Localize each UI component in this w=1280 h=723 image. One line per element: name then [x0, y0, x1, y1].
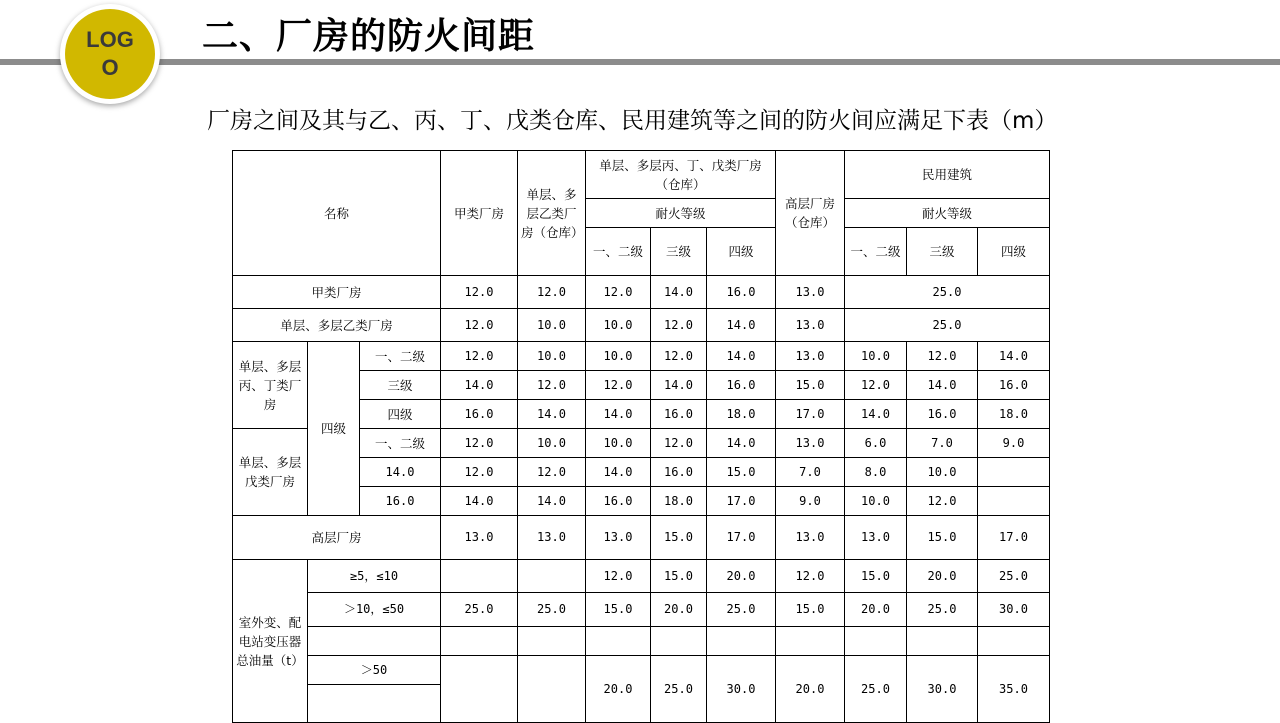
table-row [233, 560, 1050, 593]
row-label: 三级 [360, 371, 441, 400]
table-cell: 17.0 [707, 516, 776, 560]
table-cell: 6.0 [845, 429, 907, 458]
table-cell: 12.0 [441, 276, 518, 309]
table-cell: 17.0 [776, 400, 845, 429]
table-cell [707, 627, 776, 656]
row-label: 14.0 [360, 458, 441, 487]
header-bingding: 单层、多层丙、丁、戊类厂房（仓库） [586, 151, 776, 199]
table-cell: 14.0 [845, 400, 907, 429]
table-cell: 12.0 [651, 429, 707, 458]
transformer-label: 室外变、配电站变压器 [238, 614, 302, 649]
header-civil-grade-3: 三级 [907, 228, 978, 276]
table-cell: 9.0 [776, 487, 845, 516]
row-label: ≥5，≤10 [308, 560, 441, 593]
table-cell: 10.0 [586, 429, 651, 458]
group-label: 单层、多层戊类厂房 [233, 429, 308, 516]
table-cell: 14.0 [586, 400, 651, 429]
table-cell: 20.0 [651, 593, 707, 627]
table-cell [308, 685, 441, 723]
table-cell: 8.0 [845, 458, 907, 487]
row-label: 高层厂房 [233, 516, 441, 560]
table-cell: 10.0 [518, 309, 586, 342]
table-cell: 12.0 [441, 458, 518, 487]
row-label: 一、二级 [360, 429, 441, 458]
table-cell: 30.0 [978, 593, 1050, 627]
row-label: 四级 [360, 400, 441, 429]
table-cell: 25.0 [978, 560, 1050, 593]
title-divider-bar [0, 59, 1280, 65]
table-cell: 15.0 [651, 560, 707, 593]
transformer-sublabel: 总油量（t） [236, 652, 304, 668]
table-cell: 15.0 [776, 371, 845, 400]
table-cell: 25.0 [441, 593, 518, 627]
header-grade-3: 三级 [651, 228, 707, 276]
header-civil-grade-12: 一、二级 [845, 228, 907, 276]
logo-badge [60, 4, 160, 104]
table-cell: 14.0 [978, 342, 1050, 371]
table-cell: 16.0 [651, 400, 707, 429]
table-cell [651, 627, 707, 656]
header-civil-fire-rating: 耐火等级 [845, 199, 1050, 228]
table-cell: 14.0 [707, 342, 776, 371]
table-cell: 12.0 [651, 309, 707, 342]
table-row [233, 309, 1050, 342]
logo-circle [65, 9, 155, 99]
table-cell: 25.0 [845, 309, 1050, 342]
table-row [233, 342, 1050, 371]
table-cell: 10.0 [518, 342, 586, 371]
table-cell: 9.0 [978, 429, 1050, 458]
table-cell: 12.0 [845, 371, 907, 400]
table-cell: 13.0 [441, 516, 518, 560]
table-cell: 13.0 [518, 516, 586, 560]
group-label-transformer [233, 560, 308, 723]
row-label: 16.0 [360, 487, 441, 516]
table-cell: 7.0 [907, 429, 978, 458]
table-cell: 12.0 [441, 309, 518, 342]
table-cell: 17.0 [707, 487, 776, 516]
table-cell: 25.0 [845, 656, 907, 723]
table-cell: 20.0 [907, 560, 978, 593]
table-cell: 25.0 [651, 656, 707, 723]
table-cell: 12.0 [586, 276, 651, 309]
row-label: 甲类厂房 [233, 276, 441, 309]
table-cell: 12.0 [651, 342, 707, 371]
table-cell: 10.0 [586, 309, 651, 342]
header-high: 高层厂房（仓库） [776, 151, 845, 276]
table-cell: 16.0 [707, 276, 776, 309]
group-label: 单层、多层丙、丁类厂房 [233, 342, 308, 429]
row-label: ＞50 [308, 656, 441, 685]
table-cell: 16.0 [651, 458, 707, 487]
table-cell: 12.0 [586, 560, 651, 593]
table-row [233, 516, 1050, 560]
table-cell: 30.0 [707, 656, 776, 723]
table-cell: 16.0 [978, 371, 1050, 400]
table-cell: 17.0 [978, 516, 1050, 560]
table-cell: 12.0 [441, 342, 518, 371]
table-cell: 25.0 [518, 593, 586, 627]
row-label: ＞10，≤50 [308, 593, 441, 627]
table-cell [845, 627, 907, 656]
table-cell: 14.0 [707, 309, 776, 342]
table-cell [978, 487, 1050, 516]
page-title: 二、厂房的防火间距 [202, 16, 536, 57]
table-cell: 13.0 [776, 429, 845, 458]
table-cell: 12.0 [518, 458, 586, 487]
table-cell: 14.0 [651, 371, 707, 400]
table-cell: 14.0 [586, 458, 651, 487]
table-cell: 10.0 [845, 342, 907, 371]
table-cell [441, 627, 518, 656]
table-cell: 16.0 [441, 400, 518, 429]
table-cell: 20.0 [776, 656, 845, 723]
table-cell: 12.0 [441, 429, 518, 458]
table-cell: 10.0 [907, 458, 978, 487]
fire-separation-table [232, 150, 1050, 723]
table-cell [441, 560, 518, 593]
table-cell: 15.0 [586, 593, 651, 627]
table-cell: 25.0 [907, 593, 978, 627]
header-yi: 单层、多层乙类厂房（仓库） [518, 151, 586, 276]
table-caption: 厂房之间及其与乙、丙、丁、戊类仓库、民用建筑等之间的防火间应满足下表（m） [207, 108, 1058, 134]
table-cell: 13.0 [776, 342, 845, 371]
table-cell [978, 627, 1050, 656]
table-row [233, 627, 1050, 656]
table-cell: 18.0 [651, 487, 707, 516]
header-grade-12: 一、二级 [586, 228, 651, 276]
table-cell: 25.0 [707, 593, 776, 627]
table-cell: 20.0 [586, 656, 651, 723]
table-cell: 14.0 [651, 276, 707, 309]
table-cell: 30.0 [907, 656, 978, 723]
header-name: 名称 [233, 151, 441, 276]
table-cell: 18.0 [978, 400, 1050, 429]
table-row [233, 593, 1050, 627]
table-cell: 12.0 [776, 560, 845, 593]
table-cell [978, 458, 1050, 487]
table-cell: 15.0 [651, 516, 707, 560]
table-cell [518, 627, 586, 656]
header-grade-4: 四级 [707, 228, 776, 276]
table-cell: 7.0 [776, 458, 845, 487]
table-cell: 14.0 [518, 487, 586, 516]
table-cell: 15.0 [845, 560, 907, 593]
header-fire-rating: 耐火等级 [586, 199, 776, 228]
table-cell [586, 627, 651, 656]
table-cell: 20.0 [845, 593, 907, 627]
table-cell: 12.0 [907, 342, 978, 371]
table-cell: 15.0 [907, 516, 978, 560]
table-cell: 14.0 [441, 371, 518, 400]
table-cell: 13.0 [586, 516, 651, 560]
header-civil-grade-4: 四级 [978, 228, 1050, 276]
header-civil: 民用建筑 [845, 151, 1050, 199]
table-cell: 15.0 [776, 593, 845, 627]
header-jia: 甲类厂房 [441, 151, 518, 276]
table-cell: 12.0 [518, 371, 586, 400]
table-cell: 12.0 [586, 371, 651, 400]
mid-label: 四级 [308, 342, 360, 516]
table-cell: 25.0 [845, 276, 1050, 309]
table-cell: 16.0 [907, 400, 978, 429]
table-cell: 14.0 [441, 487, 518, 516]
table-cell: 13.0 [776, 309, 845, 342]
logo-text: LOGO [86, 27, 134, 80]
table-cell: 12.0 [518, 276, 586, 309]
table-cell: 10.0 [586, 342, 651, 371]
table-cell: 18.0 [707, 400, 776, 429]
table-cell: 35.0 [978, 656, 1050, 723]
table-cell [518, 656, 586, 723]
table-cell: 10.0 [518, 429, 586, 458]
table-cell: 14.0 [518, 400, 586, 429]
table-cell [518, 560, 586, 593]
table-cell [907, 627, 978, 656]
table-cell: 20.0 [707, 560, 776, 593]
row-label: 一、二级 [360, 342, 441, 371]
table-cell: 12.0 [907, 487, 978, 516]
table-cell: 16.0 [586, 487, 651, 516]
header-row-1 [233, 151, 1050, 199]
table-cell: 16.0 [707, 371, 776, 400]
table-cell: 14.0 [907, 371, 978, 400]
table-cell: 13.0 [776, 516, 845, 560]
table-cell: 13.0 [776, 276, 845, 309]
table-cell [308, 627, 441, 656]
table-cell: 14.0 [707, 429, 776, 458]
table-row [233, 656, 1050, 685]
table-cell: 13.0 [845, 516, 907, 560]
table-cell: 15.0 [707, 458, 776, 487]
table-cell [441, 656, 518, 723]
table-row [233, 276, 1050, 309]
table-cell [776, 627, 845, 656]
row-label: 单层、多层乙类厂房 [233, 309, 441, 342]
table-cell: 10.0 [845, 487, 907, 516]
